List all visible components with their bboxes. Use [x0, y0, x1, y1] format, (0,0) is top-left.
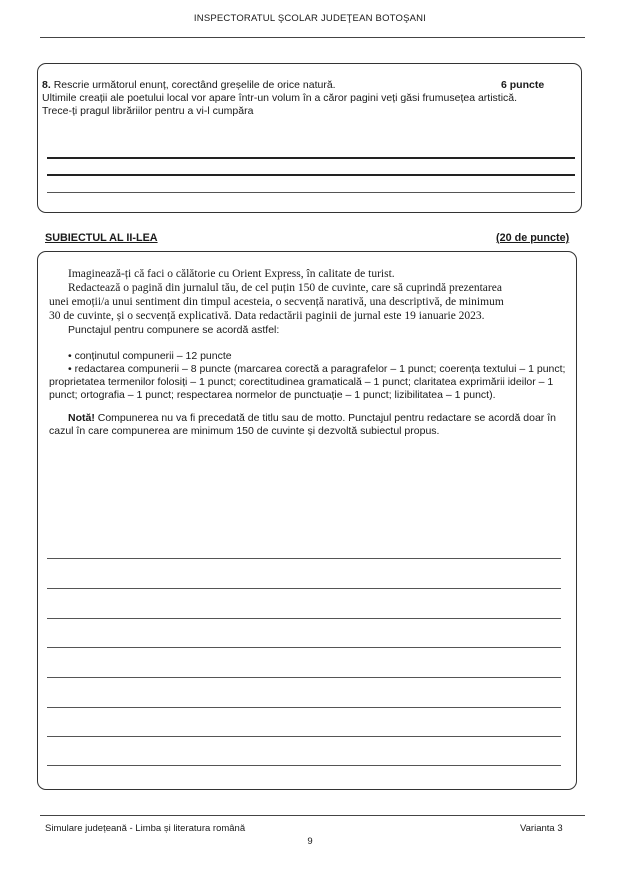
answer-line[interactable]: [47, 765, 561, 766]
answer-line[interactable]: [47, 618, 561, 619]
page-number: 9: [307, 836, 313, 847]
footer-right: Varianta 3: [520, 823, 563, 834]
note-line-1: [68, 412, 556, 425]
section2-points: (20 de puncte): [496, 232, 570, 244]
prompt-line-3: unei emoții/a unui sentiment din timpul acesteia, o secvență narativă, una descriptivă, de minimum: [49, 296, 504, 308]
answer-line[interactable]: [47, 558, 561, 559]
item8-question: [42, 79, 336, 92]
answer-line[interactable]: [47, 736, 561, 737]
section2-answer-box: [37, 251, 577, 790]
scoring-bullet-redactare-3: punct; ortografia – 1 punct; respectarea normelor de punctuație – 1 punct; lizibilitatea – 1 punct).: [49, 389, 496, 401]
answer-line[interactable]: [47, 707, 561, 708]
prompt-line-1: Imaginează-ți că faci o călătorie cu Orient Express, în calitate de turist.: [68, 268, 395, 280]
item8-sentence-line2: Trece-ți pragul librăriilor pentru a vi-l cumpăra: [42, 105, 254, 117]
note-label: Notă!: [68, 412, 95, 424]
item8-sentence-line1: Ultimile creații ale poetului local vor apare într-un volum în a căror pagini veți găsi frumusețea artistică.: [42, 92, 518, 104]
prompt-line-4: 30 de cuvinte, și o secvență explicativă. Data redactării paginii de jurnal este 19 ianuarie 2023.: [49, 310, 485, 322]
header-divider: [40, 37, 585, 38]
prompt-line-2: Redactează o pagină din jurnalul tău, de cel puțin 150 de cuvinte, care să cuprindă prezentarea: [68, 282, 502, 294]
scoring-bullet-content: • conținutul compunerii – 12 puncte: [68, 350, 232, 362]
answer-line[interactable]: [47, 157, 575, 159]
section2-title: SUBIECTUL AL II-LEA: [45, 232, 158, 244]
item8-points: 6 puncte: [501, 79, 545, 91]
answer-line[interactable]: [47, 192, 575, 193]
item8-prompt: Rescrie următorul enunț, corectând greșelile de orice natură.: [53, 79, 336, 91]
item8-number: 8.: [42, 79, 51, 91]
scoring-bullet-redactare-2: proprietatea termenilor folosiți – 1 punct; corectitudinea gramaticală – 1 punct; claritatea exprimării ideilor – 1: [49, 376, 554, 388]
footer-divider: [40, 815, 585, 816]
note-text-1: Compunerea nu va fi precedată de titlu sau de motto. Punctajul pentru redactare se acordă doar în: [94, 412, 556, 424]
answer-line[interactable]: [47, 647, 561, 648]
scoring-intro: Punctajul pentru compunere se acordă astfel:: [68, 324, 280, 336]
scoring-bullet-redactare-1: • redactarea compunerii – 8 puncte (marcarea corectă a paragrafelor – 1 punct; coerența textului – 1 punct;: [68, 363, 566, 375]
item8-answer-box: [37, 63, 582, 213]
note-line-2: cazul în care compunerea are minimum 150 de cuvinte și dezvoltă subiectul propus.: [49, 425, 440, 437]
answer-line[interactable]: [47, 677, 561, 678]
answer-line[interactable]: [47, 588, 561, 589]
answer-line[interactable]: [47, 174, 575, 176]
page-header-title: INSPECTORATUL ŞCOLAR JUDEŢEAN BOTOŞANI: [193, 13, 427, 24]
footer-left: Simulare județeană - Limba și literatura română: [45, 823, 246, 834]
